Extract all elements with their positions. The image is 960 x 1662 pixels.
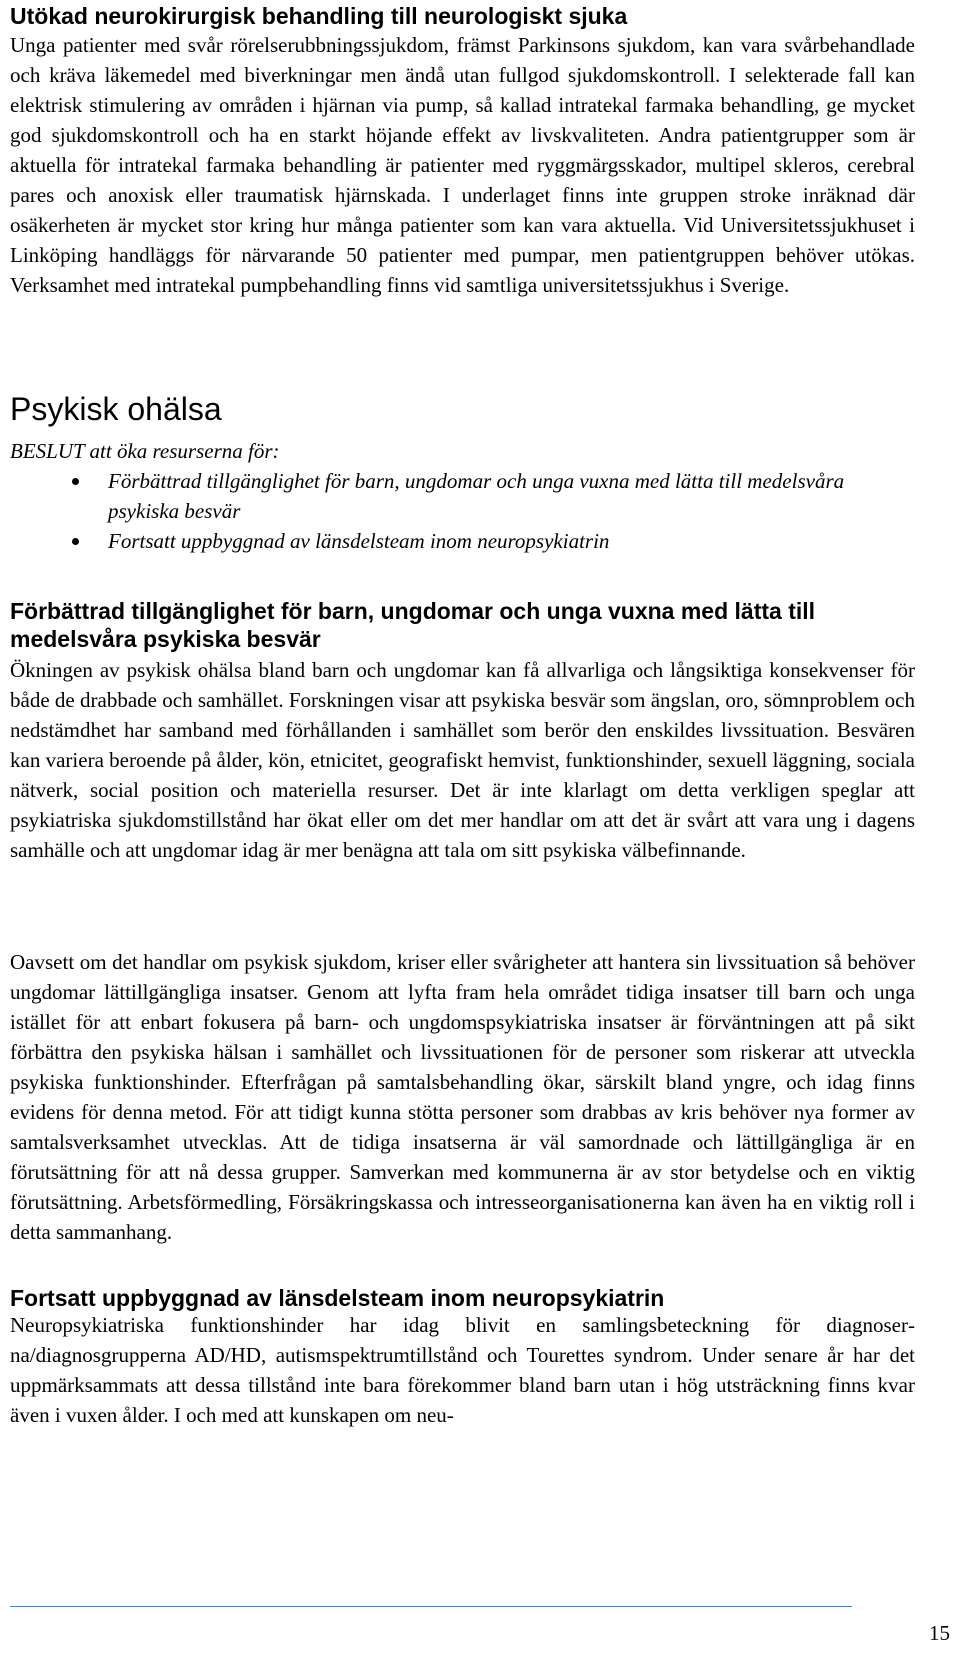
section-heading-neuropsykiatri: Fortsatt uppbyggnad av länsdelsteam inom neuropsykiatrin [10,1285,665,1311]
bullet-icon [72,538,79,545]
bullet-icon [72,478,79,485]
page-number: 15 [929,1621,950,1645]
paragraph-tillganglighet-2: Oavsett om det handlar om psykisk sjukdom, kriser eller svårigheter att hantera sin livssituation så behöver ungdomar lättillgängliga insatser. Genom att lyfta fram hela området tidiga insatser till barn och unga istället för att enbart fokusera på barn- och ungdomspsykiatriska insatser är förväntningen att på sikt förbättra den psykiska hälsan i samhället och livssituationen för de personer som riskerar att utveckla psykiska funktionshinder. Efterfrågan på samtalsbehandling ökar, särskilt bland yngre, och idag finns evidens för denna metod. För att tidigt kunna stötta personer som drabbas av kris behöver nya former av samtalsverksamhet utvecklas. Att de tidiga insatserna är väl samordnade och lättillgängliga är en förutsättning för att nå dessa grupper. Samverkan med kommunerna är av stor betydelse och en viktig förutsättning. Arbetsförmedling, Försäkringskassa och intresseorganisationerna kan även ha en viktig roll i detta sammanhang. [10,950,915,1244]
paragraph-tillganglighet-1: Ökningen av psykisk ohälsa bland barn och ungdomar kan få allvarliga och långsiktiga konsekvenser för både de drabbade och samhället. Forskningen visar att psykiska besvär som ängslan, oro, sömnproblem och nedstämdhet har samband med förhållanden i samhället som berör den enskildes livssituation. Besvären kan variera beroende på ålder, kön, etnicitet, geografiskt hemvist, funktionshinder, sexuell läggning, sociala nätverk, social position och materiella resurser. Det är inte klarlagt om detta verkligen speglar att psykiatriska sjukdomstillstånd har ökat eller om det mer handlar om att det är svårt att vara ung i dagens samhälle och att ungdomar idag är mer benägna att tala om sitt psykiska välbefinnande. [10,658,915,862]
decision-item-text: Fortsatt uppbyggnad av länsdelsteam inom neuropsykiatrin [108,529,610,553]
paragraph-neurokirurgi: Unga patienter med svår rörelserubbningssjukdom, främst Parkinsons sjukdom, kan vara svårbehandlade och kräva läkemedel med biverkningar men ändå utan fullgod sjukdomskontroll. I selekterade fall kan elektrisk stimulering av områden i hjärnan via pump, så kallad intratekal farmaka behandling, ge mycket god sjukdomskontroll och ha en starkt höjande effekt av livskvaliteten. Andra patientgrupper som är aktuella för intratekal farmaka behandling är patienter med ryggmärgsskador, multipel skleros, cerebral pares och anoxisk eller traumatisk hjärnskada. I underlaget finns inte gruppen stroke inräknad där osäkerheten är mycket stor kring hur många patienter som kan vara aktuella. Vid Universitetssjukhuset i Linköping handläggs för närvarande 50 patienter med pumpar, men patientgruppen behöver utökas. Verksamhet med intratekal pumpbehandling finns vid samtliga universitetssjukhus i Sverige. [10,33,915,297]
footer-rule [10,1606,852,1607]
decision-list-item [10,466,915,526]
decision-item-text: Förbättrad tillgänglighet för barn, ungdomar och unga vuxna med lätta till medelsvåra psykiska besvär [108,469,845,523]
section-heading-neurokirurgi: Utökad neurokirurgisk behandling till neurologiskt sjuka [10,3,628,29]
paragraph-neuropsykiatri: Neuropsykiatriska funktionshinder har idag blivit en samlingsbeteckning för diagnoserna/diagnosgrupperna AD/HD, autismspektrumtillstånd och Tourettes syndrom. Under senare år har det uppmärksammats att dessa tillstånd inte bara förekommer bland barn utan i hög utsträckning finns kvar även i vuxen ålder. I och med att kunskapen om neu- [10,1313,915,1427]
section-heading-tillganglighet: Förbättrad tillgänglighet för barn, ungdomar och unga vuxna med lätta till medelsvåra psykiska besvär [10,598,816,652]
decision-list-item [10,526,915,556]
section-heading-psykisk-ohalsa: Psykisk ohälsa [10,391,222,427]
decision-list [10,466,915,556]
decision-intro: BESLUT att öka resurserna för: [10,439,280,463]
